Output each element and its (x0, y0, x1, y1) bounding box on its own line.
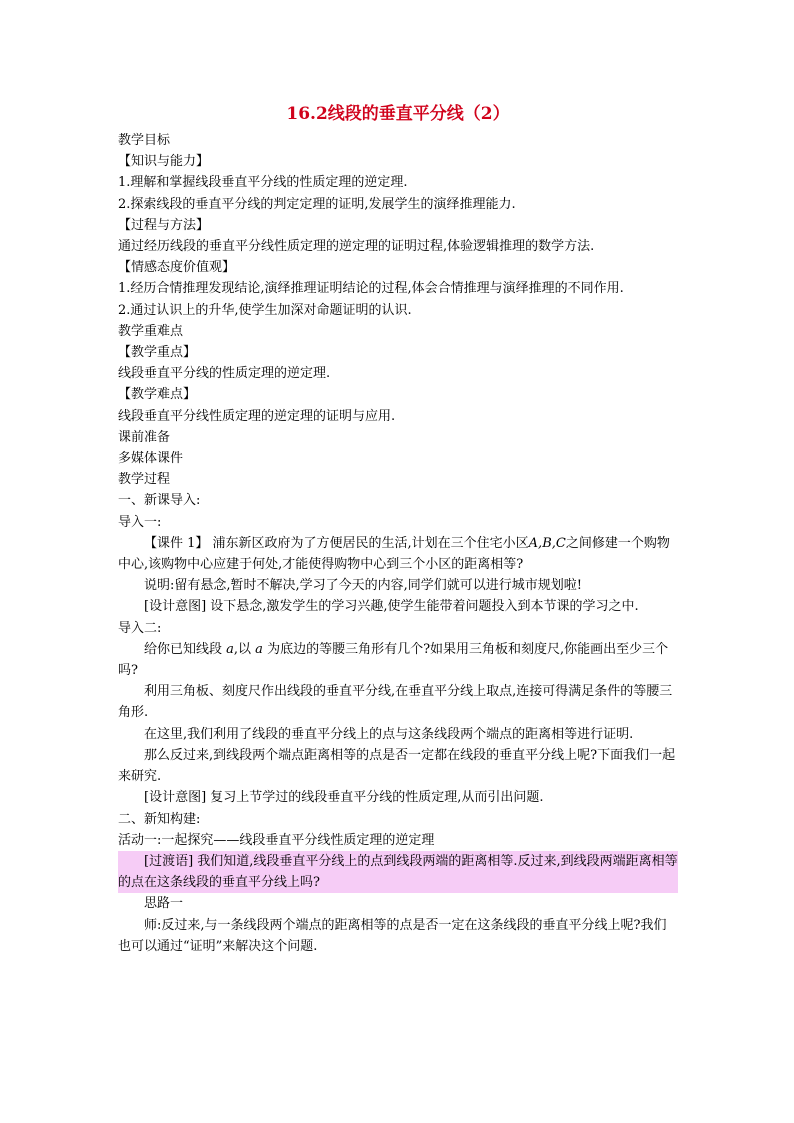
note-1: 说明:留有悬念,暂时不解决,学习了今天的内容,同学们就可以进行城市规划啦! (144, 578, 583, 594)
attitude-heading: 【情感态度价值观】 (118, 260, 236, 276)
difficult-item-1: 线段垂直平分线性质定理的逆定理的证明与应用. (118, 408, 396, 424)
knowledge-heading: 【知识与能力】 (118, 154, 210, 170)
document-page (118, 102, 678, 957)
courseware-1-vars: A,B,C (528, 535, 566, 551)
key-heading: 【教学重点】 (118, 345, 197, 361)
transition-highlight: [过渡语] 我们知道,线段垂直平分线上的点到线段两端的距离相等.反过来,到线段两端距离相等的点在这条线段的垂直平分线上吗? (118, 851, 678, 893)
intro-2-heading: 导入二: (118, 620, 162, 636)
idea-1-heading: 思路一 (144, 896, 184, 912)
section-2-heading: 二、新知构建: (118, 811, 201, 827)
intro-2-text-c: 为底边的等腰三角形有几个?如果用三角板和刻度尺,你能画出至少三个吗? (118, 641, 669, 679)
process-item-1: 通过经历线段的垂直平分线性质定理的逆定理的证明过程,体验逻辑推理的数学方法. (118, 239, 595, 255)
attitude-item-2: 2.通过认识上的升华,使学生加深对命题证明的认识. (118, 302, 412, 318)
attitude-item-1: 1.经历合情推理发现结论,演绎推理证明结论的过程,体会合情推理与演绎推理的不同作用. (118, 281, 624, 297)
intro-2-text-a: 给你已知线段 (144, 641, 227, 657)
courseware-1-label: 【课件 1】 (144, 535, 209, 551)
design-intent-2: [设计意图] 复习上节学过的线段垂直平分线的性质定理,从而引出问题. (144, 790, 544, 806)
knowledge-item-2: 2.探索线段的垂直平分线的判定定理的证明,发展学生的演绎推理能力. (118, 196, 516, 212)
prep-heading: 课前准备 (118, 429, 171, 445)
key-item-1: 线段垂直平分线的性质定理的逆定理. (118, 366, 331, 382)
key-difficult-heading: 教学重难点 (118, 323, 184, 339)
design-intent-1: [设计意图] 设下悬念,激发学生的学习兴趣,使学生能带着问题投入到本节课的学习之中. (144, 599, 639, 615)
intro-2-var-a-2: a (255, 641, 263, 657)
intro-2-paragraph-1 (118, 639, 678, 681)
intro-1-heading: 导入一: (118, 514, 162, 530)
knowledge-item-1: 1.理解和掌握线段垂直平分线的性质定理的逆定理. (118, 175, 408, 191)
intro-2-paragraph-3: 在这里,我们利用了线段的垂直平分线上的点与这条线段两个端点的距离相等进行证明. (144, 726, 634, 742)
courseware-1-paragraph (118, 533, 678, 575)
process-heading: 【过程与方法】 (118, 217, 210, 233)
difficult-heading: 【教学难点】 (118, 387, 197, 403)
section-1-heading: 一、新课导入: (118, 493, 201, 509)
prep-item-1: 多媒体课件 (118, 451, 184, 467)
intro-2-paragraph-4: 那么反过来,到线段两个端点距离相等的点是否一定都在线段的垂直平分线上呢?下面我们一起来研究. (118, 747, 676, 785)
teacher-paragraph: 师:反过来,与一条线段两个端点的距离相等的点是否一定在这条线段的垂直平分线上呢?我们也可以通过“证明”来解决这个问题. (118, 917, 667, 954)
intro-2-text-b: ,以 (233, 641, 256, 657)
goals-heading: 教学目标 (118, 133, 171, 148)
courseware-1-text-a: 浦东新区政府为了方便居民的生活,计划在三个住宅小区 (208, 535, 529, 551)
courseware-1-text-b: 之间修建一个购物中心,该购物中心应建于何处,才能使得购物中心到三个小区的距离相等? (118, 535, 670, 573)
teaching-process-heading: 教学过程 (118, 472, 171, 488)
page-title: 16.2线段的垂直平分线（2） (286, 104, 510, 124)
intro-2-paragraph-2: 利用三角板、刻度尺作出线段的垂直平分线,在垂直平分线上取点,连接可得满足条件的等腰三角形. (118, 684, 673, 721)
intro-2-var-a: a (226, 641, 234, 657)
activity-1-heading: 活动一:一起探究——线段垂直平分线性质定理的逆定理 (118, 832, 435, 848)
